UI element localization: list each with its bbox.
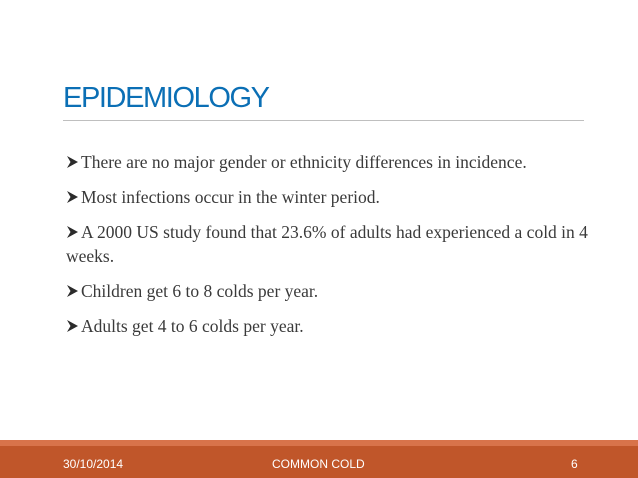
bullet-item — [62, 220, 602, 268]
slide-title: EPIDEMIOLOGY — [63, 82, 269, 114]
arrow-bullet-icon — [66, 190, 79, 204]
page-number: 6 — [571, 457, 578, 471]
bullet-text: Children get 6 to 8 colds per year. — [81, 281, 319, 301]
bullet-item — [62, 314, 602, 338]
bullet-item — [62, 185, 602, 209]
footer-date: 30/10/2014 — [63, 457, 124, 471]
bullet-text: Adults get 4 to 6 colds per year. — [81, 316, 304, 336]
arrow-bullet-icon — [66, 155, 79, 169]
bullet-text: A 2000 US study found that 23.6% of adults had experienced a cold in 4 weeks. — [66, 222, 588, 266]
arrow-bullet-icon — [66, 225, 79, 239]
footer-accent-band — [0, 440, 638, 446]
footer-title: COMMON COLD — [272, 457, 365, 471]
bullet-item — [62, 150, 602, 174]
bullet-list — [62, 150, 602, 349]
bullet-item — [62, 279, 602, 303]
arrow-bullet-icon — [66, 284, 79, 298]
bullet-text: There are no major gender or ethnicity differences in incidence. — [81, 152, 527, 172]
arrow-bullet-icon — [66, 319, 79, 333]
bullet-text: Most infections occur in the winter period. — [81, 187, 380, 207]
title-divider — [63, 120, 584, 121]
